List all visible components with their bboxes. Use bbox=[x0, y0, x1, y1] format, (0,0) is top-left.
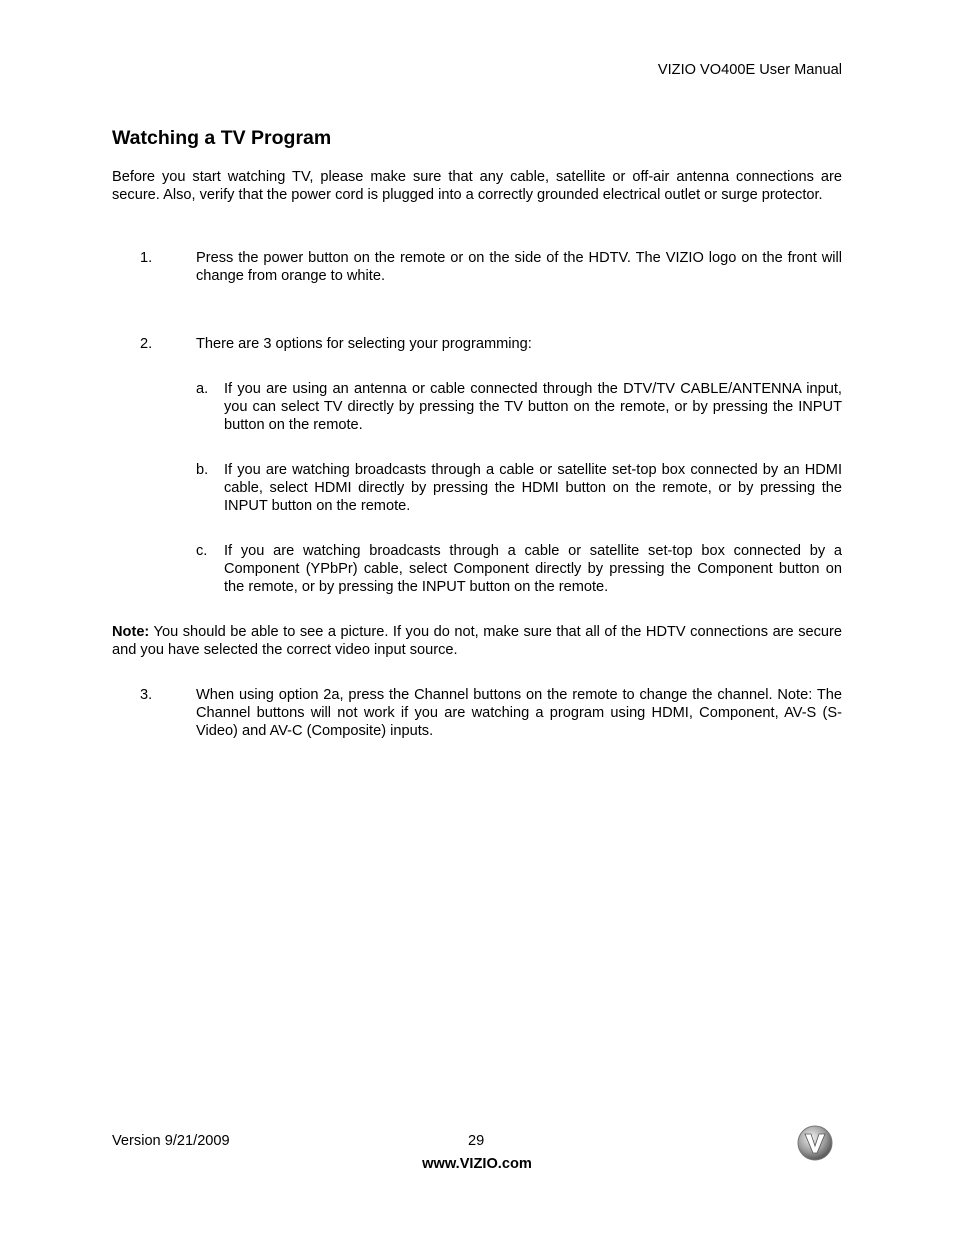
vizio-v-logo-icon bbox=[796, 1124, 834, 1162]
option-letter: c. bbox=[196, 543, 208, 559]
option-letter: a. bbox=[196, 381, 209, 397]
footer-url: www.VIZIO.com bbox=[422, 1156, 532, 1172]
step-number: 3. bbox=[140, 687, 153, 703]
step-text: There are 3 options for selecting your programming: bbox=[196, 336, 532, 352]
option-text: If you are watching broadcasts through a cable or satellite set-top box connected by a Component (YPbPr) cable, select Component directly by pressing the Component button on the remote, or by pressing the INPUT button on the remote. bbox=[224, 543, 842, 595]
step-text: Press the power button on the remote or on the side of the HDTV. The VIZIO logo on the front will change from orange to white. bbox=[196, 250, 842, 284]
step-text: When using option 2a, press the Channel buttons on the remote to change the channel. Note: The Channel buttons will not work if you are watching a program using HDMI, Component, AV-S (S-Video) and AV-C (Composite) inputs. bbox=[196, 687, 842, 739]
option-letter: b. bbox=[196, 462, 209, 478]
note-text: You should be able to see a picture. If you do not, make sure that all of the HDTV connections are secure and you have selected the correct video input source. bbox=[112, 624, 842, 658]
manual-title: VIZIO VO400E User Manual bbox=[657, 62, 842, 78]
footer-version: Version 9/21/2009 bbox=[112, 1133, 230, 1149]
step-number: 2. bbox=[140, 336, 153, 352]
intro-paragraph: Before you start watching TV, please make sure that any cable, satellite or off-air antenna connections are secure. Also, verify that the power cord is plugged into a correctly grounded electrical outlet or surge protector. bbox=[112, 169, 842, 203]
page-title: Watching a TV Program bbox=[112, 127, 332, 149]
page-number: 29 bbox=[468, 1133, 485, 1149]
step-number: 1. bbox=[140, 250, 153, 266]
option-text: If you are using an antenna or cable connected through the DTV/TV CABLE/ANTENNA input, you can select TV directly by pressing the TV button on the remote, or by pressing the INPUT button on the remote. bbox=[224, 381, 842, 433]
note-label: Note: bbox=[112, 624, 150, 640]
option-text: If you are watching broadcasts through a cable or satellite set-top box connected by an HDMI cable, select HDMI directly by pressing the HDMI button on the remote, or by pressing the INPUT button on the remote. bbox=[224, 462, 842, 514]
note-paragraph bbox=[112, 623, 842, 659]
